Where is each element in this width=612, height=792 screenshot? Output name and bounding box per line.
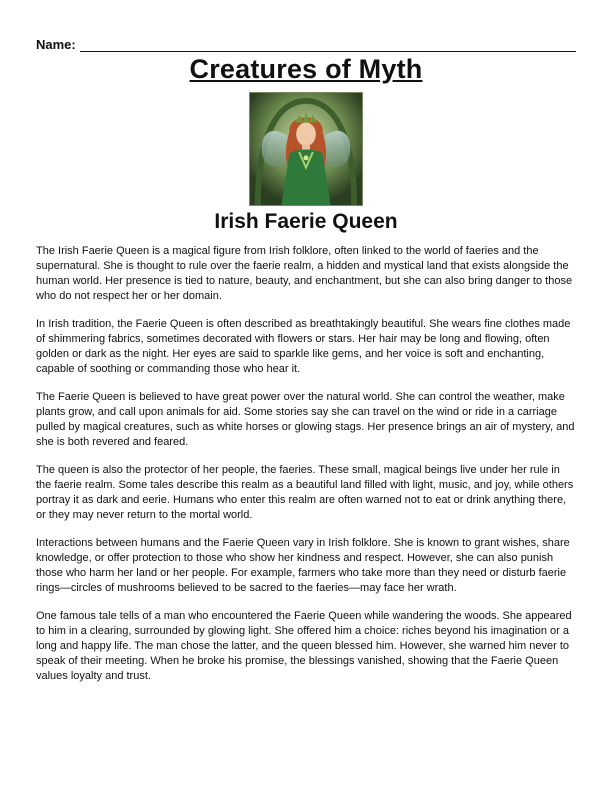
- section-heading: Irish Faerie Queen: [214, 210, 398, 233]
- paragraph: Interactions between humans and the Faerie Queen vary in Irish folklore. She is known to grant wishes, share knowledge, or offer protection to those who show her kindness and respect. However, she can also punish those who harm her land or her people. For example, farmers who take more than they need or disturb faerie rings—circles of mushrooms believed to be sacred to the faeries—may face her wrath.: [36, 537, 570, 594]
- paragraph: One famous tale tells of a man who encountered the Faerie Queen while wandering the woods. She appeared to him in a clearing, surrounded by glowing light. She offered him a choice: riches beyond his imagination or a long and happy life. The man chose the latter, and the queen blessed him. However, she warned him never to speak of their meeting. When he broke his promise, the blessings vanished, showing that the Faerie Queen values loyalty and trust.: [36, 610, 572, 682]
- page-title: Creatures of Myth: [189, 54, 423, 84]
- paragraph: The Faerie Queen is believed to have great power over the natural world. She can control the weather, make plants grow, and call upon animals for aid. Some stories say she can travel on the wind or ride in a carriage pulled by magical creatures, such as white horses or glowing stags. Her presence brings an air of mystery, and she is both revered and feared.: [36, 391, 575, 448]
- name-line[interactable]: [80, 37, 576, 52]
- article-body: [36, 244, 576, 697]
- name-label: Name:: [36, 37, 76, 52]
- paragraph: The queen is also the protector of her people, the faeries. These small, magical beings live under her rule in the faerie realm. Some tales describe this realm as a beautiful land filled with light, music, and joy, while others portray it as dark and eerie. Humans who enter this realm are often warned not to eat or drink anything there, or they may never return to the mortal world.: [36, 464, 574, 521]
- paragraph: In Irish tradition, the Faerie Queen is often described as breathtakingly beautiful. She wears fine clothes made of shimmering fabrics, sometimes decorated with flowers or stars. Her hair may be long and flowing, often golden or dark as the night. Her eyes are said to sparkle like gems, and her voice is soft and enchanting, capable of soothing or commanding those who hear it.: [36, 318, 571, 375]
- paragraph: The Irish Faerie Queen is a magical figure from Irish folklore, often linked to the world of faeries and the supernatural. She is thought to rule over the faerie realm, a hidden and mystical land that exists alongside the human world. Her presence is tied to nature, beauty, and enchantment, but she can also bring danger to those who do not respect her or her domain.: [36, 245, 573, 302]
- faerie-queen-portrait: [249, 92, 363, 206]
- faerie-queen-icon: [250, 93, 362, 205]
- name-row: [36, 34, 576, 52]
